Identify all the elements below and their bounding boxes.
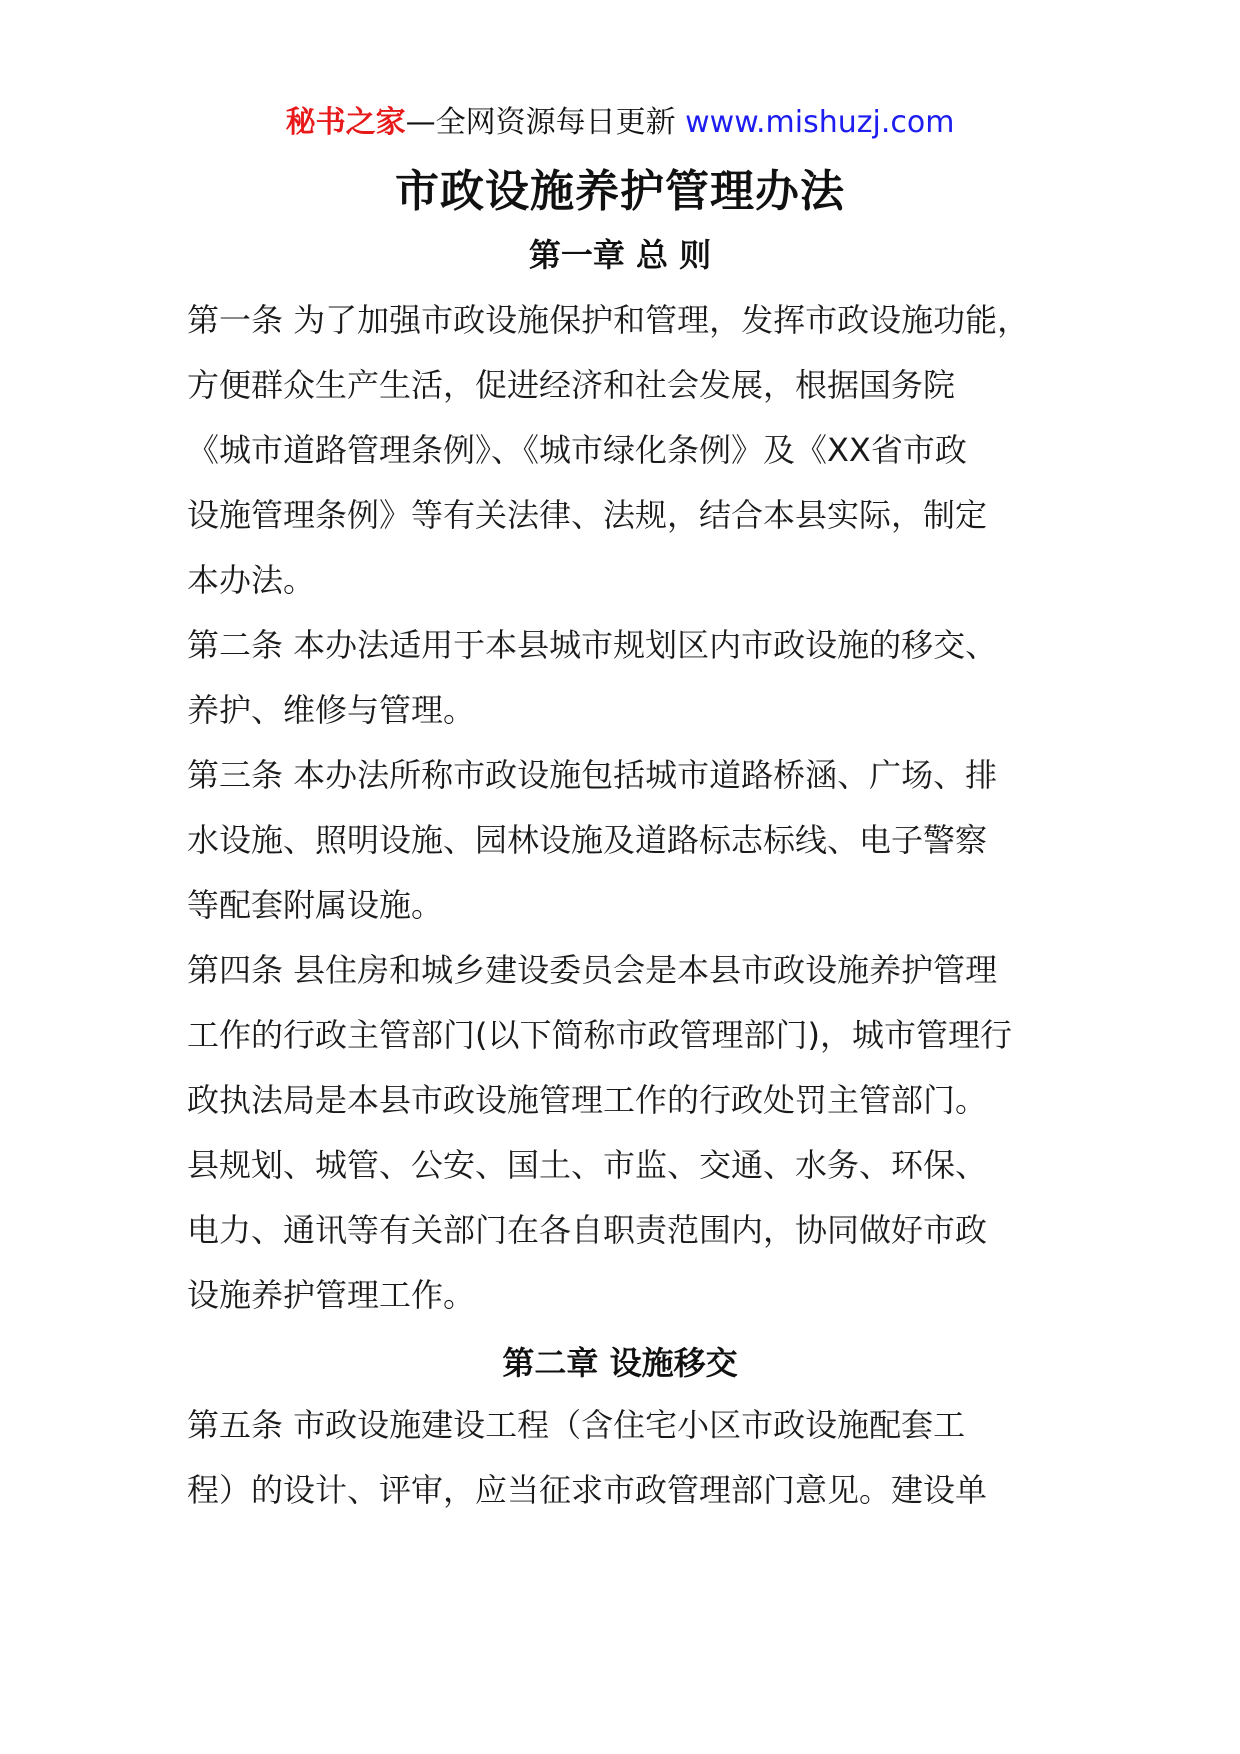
chapter-2-body	[187, 1393, 1057, 1523]
body-line: 养护、维修与管理。	[187, 691, 476, 729]
body-line: 政执法局是本县市政设施管理工作的行政处罚主管部门。	[187, 1081, 988, 1119]
site-url-link[interactable]: www.mishuzj.com	[685, 105, 955, 140]
chapter-1-body	[187, 288, 1057, 1328]
body-line: 第三条 本办法所称市政设施包括城市道路桥涵、广场、排	[187, 756, 998, 794]
body-line: 第五条 市政设施建设工程（含住宅小区市政设施配套工	[187, 1406, 966, 1444]
site-tagline: —全网资源每日更新	[405, 105, 676, 140]
body-line: 县规划、城管、公安、国土、市监、交通、水务、环保、	[187, 1146, 988, 1184]
body-line: 程）的设计、评审，应当征求市政管理部门意见。建设单	[187, 1471, 988, 1509]
body-line: 第四条 县住房和城乡建设委员会是本县市政设施养护管理	[187, 951, 998, 989]
body-line: 第二条 本办法适用于本县城市规划区内市政设施的移交、	[187, 626, 998, 664]
body-line: 第一条 为了加强市政设施保护和管理，发挥市政设施功能，	[187, 301, 1030, 339]
site-brand: 秘书之家	[285, 105, 406, 140]
body-line: 电力、通讯等有关部门在各自职责范围内，协同做好市政	[187, 1211, 988, 1249]
body-line: 设施养护管理工作。	[187, 1276, 476, 1314]
body-line: 《城市道路管理条例》、《城市绿化条例》及《XX省市政	[187, 431, 967, 469]
body-line: 水设施、照明设施、园林设施及道路标志标线、电子警察	[187, 821, 988, 859]
chapter-1-heading: 第一章 总 则	[528, 236, 712, 274]
body-line: 方便群众生产生活，促进经济和社会发展，根据国务院	[187, 366, 956, 404]
site-header	[0, 100, 1240, 146]
body-line: 本办法。	[187, 561, 316, 599]
body-line: 工作的行政主管部门(以下简称市政管理部门)，城市管理行	[187, 1016, 1012, 1054]
document-title: 市政设施养护管理办法	[395, 166, 845, 217]
body-line: 等配套附属设施。	[187, 886, 444, 924]
chapter-2-heading: 第二章 设施移交	[502, 1344, 738, 1382]
body-line: 设施管理条例》等有关法律、法规，结合本县实际，制定	[187, 496, 988, 534]
